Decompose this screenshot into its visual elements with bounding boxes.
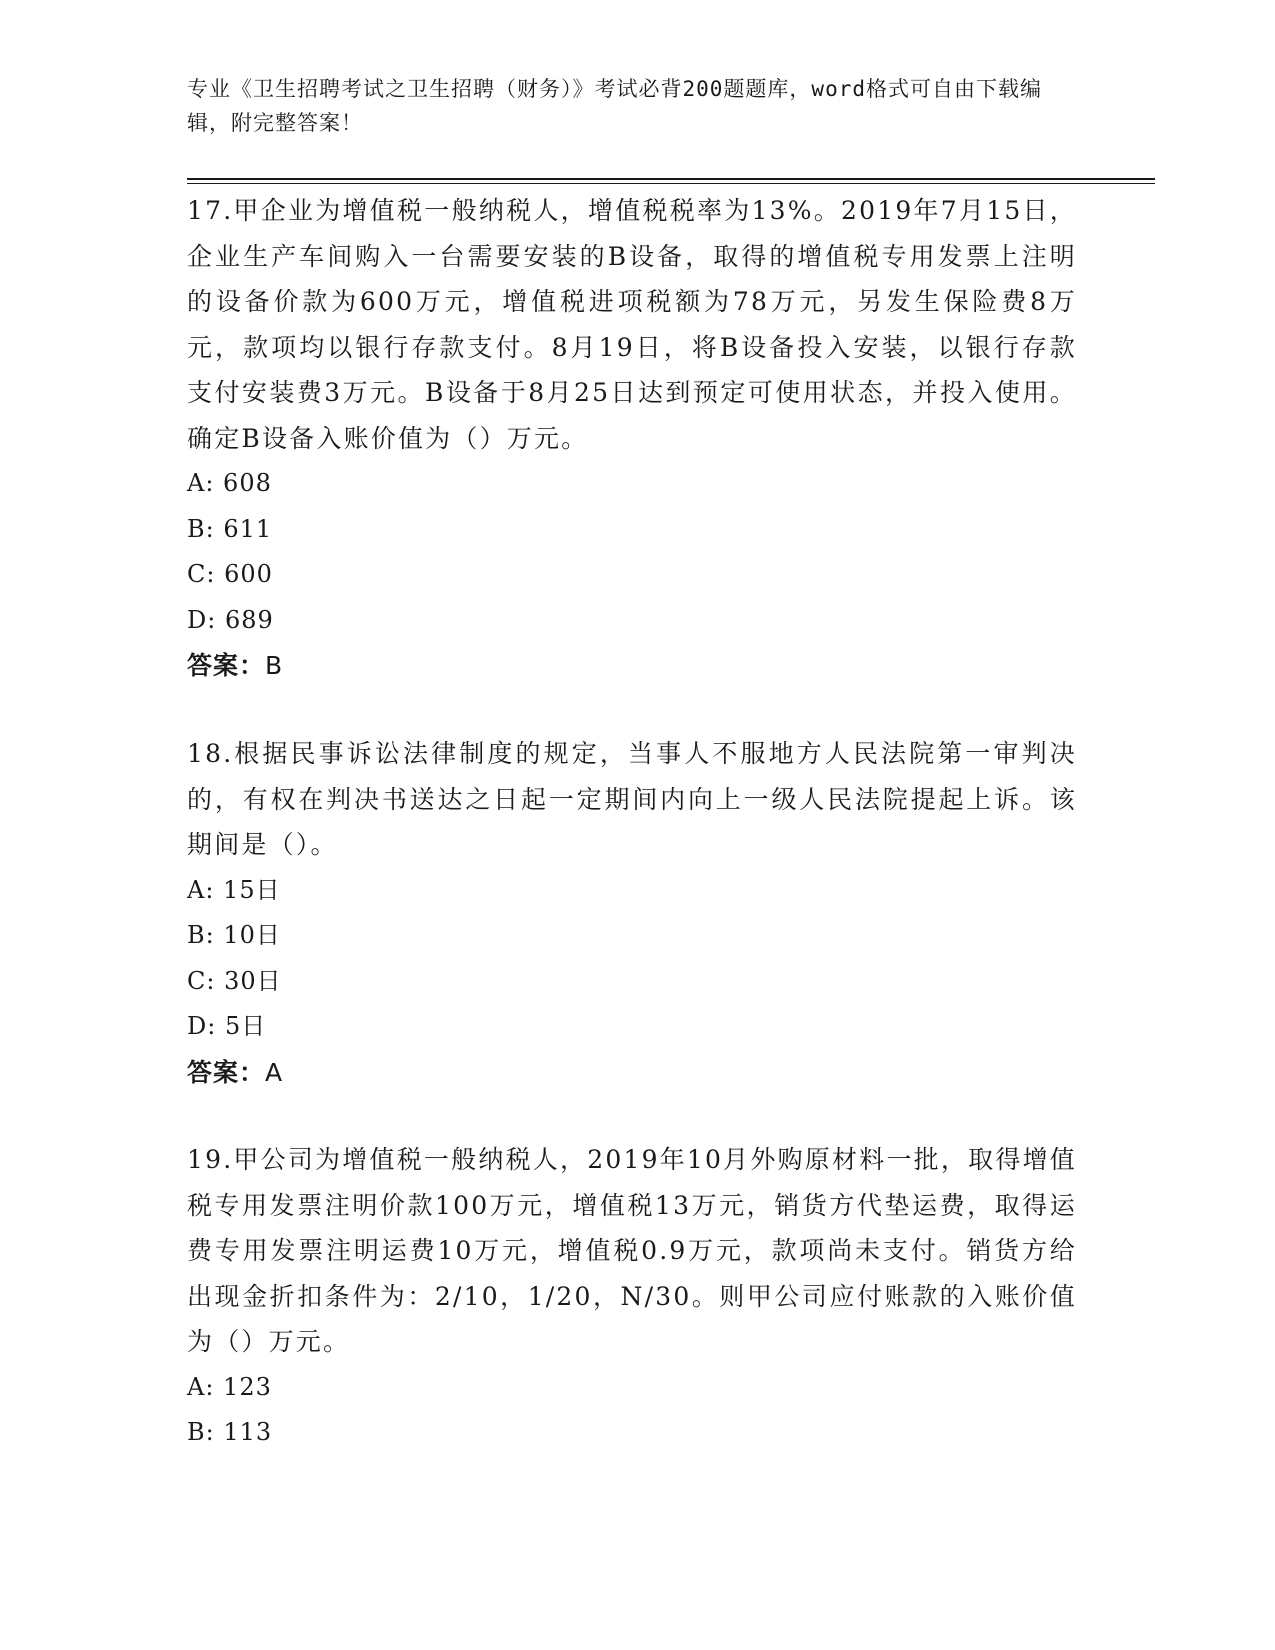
question-19 — [187, 1137, 1077, 1456]
option-c: C: 600 — [187, 560, 273, 588]
option-b: B: 113 — [187, 1418, 273, 1446]
question-stem: 17.甲企业为增值税一般纳税人，增值税税率为13%。2019年7月15日，企业生产车间购入一台需要安装的B设备，取得的增值税专用发票上注明的设备价款为600万元，增值税进项税额为78万元，另发生保险费8万元，款项均以银行存款支付。8月19日，将B设备投入安装，以银行存款支付安装费3万元。B设备于8月25日达到预定可使用状态，并投入使用。确定B设备入账价值为（）万元。 — [187, 196, 1077, 453]
answer-value: B — [265, 651, 284, 680]
option-a: A: 123 — [187, 1372, 272, 1401]
answer-label: 答案： — [187, 651, 266, 680]
option-b: B: 611 — [187, 514, 273, 543]
header-divider-thin — [187, 183, 1155, 184]
option-d: D: 689 — [187, 605, 274, 634]
question-stem: 18.根据民事诉讼法律制度的规定，当事人不服地方人民法院第一审判决的，有权在判决书送达之日起一定期间内向上一级人民法院提起上诉。该期间是（）。 — [187, 739, 1077, 859]
answer-line — [187, 643, 1077, 689]
option-b: B: 10日 — [187, 921, 281, 949]
document-header-title: 专业《卫生招聘考试之卫生招聘（财务）》考试必背200题题库，word格式可自由下载编辑，附完整答案！ — [187, 77, 1042, 135]
option-a: A: 15日 — [187, 875, 281, 904]
option-d: D: 5日 — [187, 1012, 267, 1040]
option-a: A: 608 — [187, 469, 272, 497]
header-divider-thick — [187, 178, 1155, 180]
answer-line — [187, 1050, 1077, 1096]
question-17 — [187, 188, 1077, 689]
question-stem: 19.甲公司为增值税一般纳税人，2019年10月外购原材料一批，取得增值税专用发票注明价款100万元，增值税13万元，销货方代垫运费，取得运费专用发票注明运费10万元，增值税0.9万元，款项尚未支付。销货方给出现金折扣条件为：2/10，1/20，N/30。则甲公司应付账款的入账价值为（）万元。 — [187, 1145, 1077, 1356]
question-18 — [187, 731, 1077, 1095]
answer-label: 答案： — [187, 1057, 266, 1087]
answer-value: A — [265, 1057, 284, 1087]
option-c: C: 30日 — [187, 966, 282, 995]
